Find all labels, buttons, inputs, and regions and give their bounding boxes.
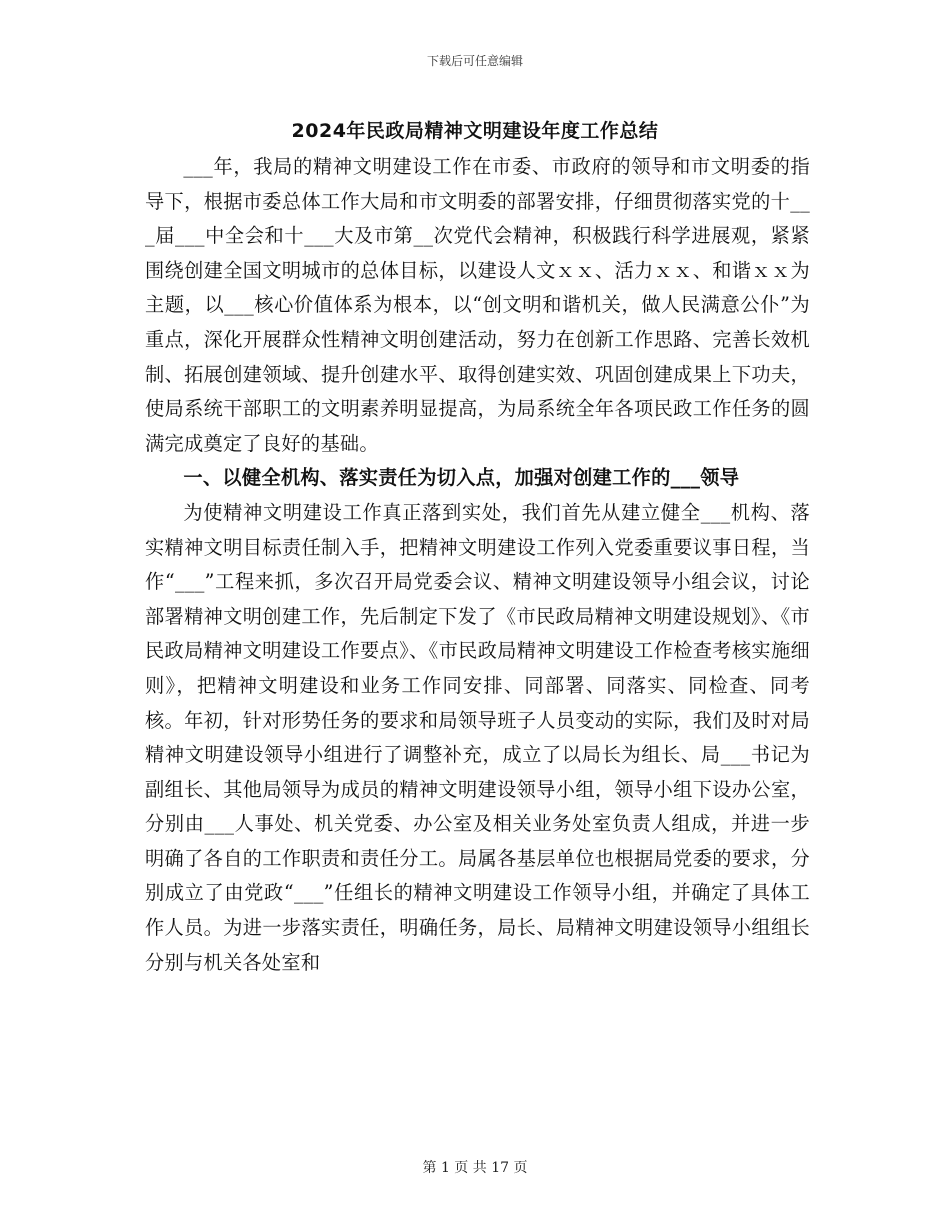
page-number: 第 1 页 共 17 页 — [422, 1160, 528, 1176]
section-heading: 一、以健全机构、落实责任为切入点，加强对创建工作的___领导 — [183, 466, 740, 490]
intro-paragraph: ___年，我局的精神文明建设工作在市委、市政府的领导和市文明委的指导下，根据市委总体工作大局和市文明委的部署安排，仔细贯彻落实党的十___届___中全会和十___大及市第__次党代会精神，积极践行科学进展观，紧紧围绕创建全国文明城市的总体目标，以建设人文ｘｘ、活力ｘｘ、和谐ｘｘ为主题，以___核心价值体系为根本，以“创文明和谐机关，做人民满意公仆”为重点，深化开展群众性精神文明创建活动，努力在创新工作思路、完善长效机制、拓展创建领域、提升创建水平、取得创建实效、巩固创建成果上下功夫，使局系统干部职工的文明素养明显提高，为局系统全年各项民政工作任务的圆满完成奠定了良好的基础。 — [145, 155, 810, 455]
document-title: 2024年民政局精神文明建设年度工作总结 — [291, 120, 659, 142]
header-note: 下载后可任意编辑 — [426, 54, 523, 68]
document-body — [145, 150, 810, 980]
section-paragraph: 为使精神文明建设工作真正落到实处，我们首先从建立健全___机构、落实精神文明目标责任制入手，把精神文明建设工作列入党委重要议事日程，当作“___”工程来抓，多次召开局党委会议、精神文明建设领导小组会议，讨论部署精神文明创建工作，先后制定下发了《市民政局精神文明建设规划》、《市民政局精神文明建设工作要点》、《市民政局精神文明建设工作检查考核实施细则》，把精神文明建设和业务工作同安排、同部署、同落实、同检查、同考核。年初，针对形势任务的要求和局领导班子人员变动的实际，我们及时对局精神文明建设领导小组进行了调整补充，成立了以局长为组长、局___书记为副组长、其他局领导为成员的精神文明建设领导小组，领导小组下设办公室，分别由___人事处、机关党委、办公室及相关业务处室负责人组成，并进一步明确了各自的工作职责和责任分工。局属各基层单位也根据局党委的要求，分别成立了由党政“___”任组长的精神文明建设工作领导小组，并确定了具体工作人员。为进一步落实责任，明确任务，局长、局精神文明建设领导小组组长分别与机关各处室和 — [145, 500, 810, 974]
